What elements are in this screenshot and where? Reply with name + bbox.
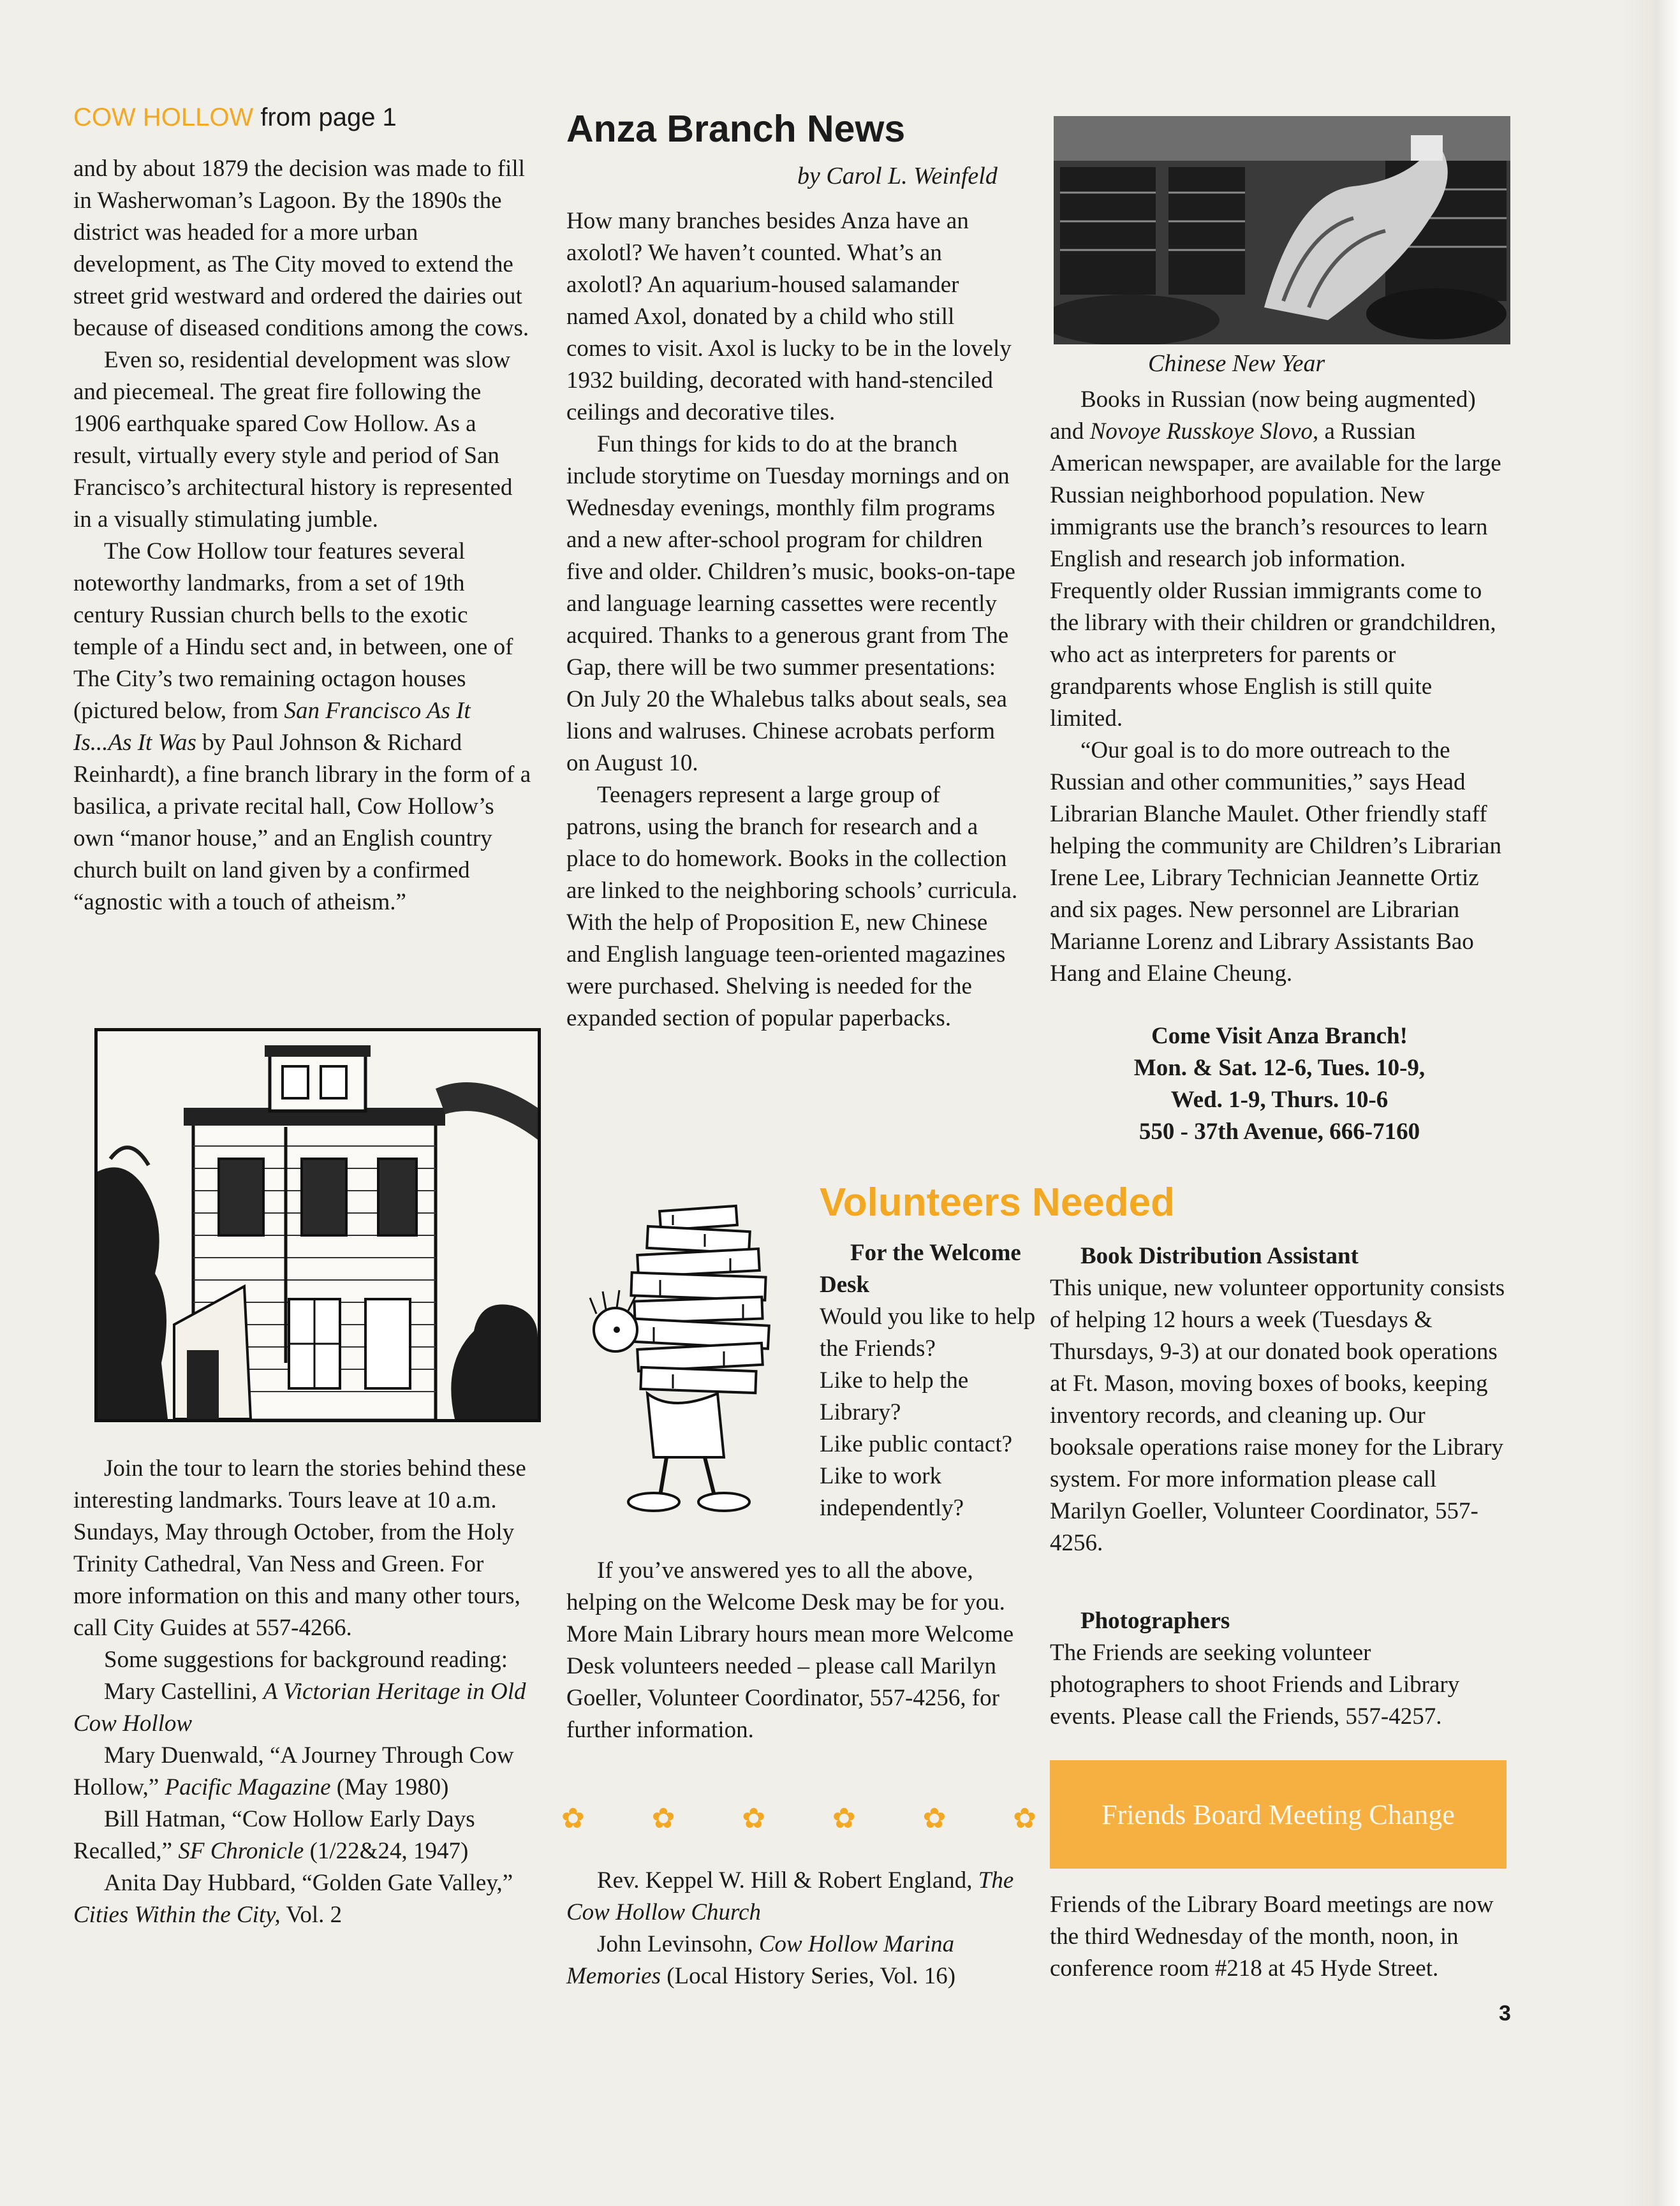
board-meeting-banner bbox=[1050, 1760, 1507, 1869]
reading-ref-4 bbox=[73, 1867, 533, 1931]
welcome-line-3: Like public contact? bbox=[820, 1431, 1013, 1457]
ref-6-title: Cow Hollow Marina Memories bbox=[566, 1931, 955, 1989]
visit-heading: Come Visit Anza Branch! bbox=[1151, 1023, 1408, 1049]
anza-para-2: Fun things for kids to do at the branch include storytime on Tuesday mornings and on Wednesday evenings, monthly film programs and a new after-school program for children five and older. Children’s music, books-on-tape and language learning cassettes were recently acquired. Thanks to a generous grant from The Gap, there will be two summer presentations: On July 20 the Whalebus talks about seals, sea lions and walruses. Chinese acrobats perform on August 10. bbox=[566, 431, 1015, 776]
cow-tour-para: Join the tour to learn the stories behind these interesting landmarks. Tours leave at 10 a.m. Sundays, May through October, from the Holy Trinity Cathedral, Van Ness and Green. For more information on this and many other tours, call City Guides at 557-4266. bbox=[73, 1455, 526, 1641]
reading-ref-6 bbox=[566, 1929, 1019, 1992]
cow-para-1: and by about 1879 the decision was made to fill in Washerwoman’s Lagoon. By the 1890s the district was headed for a more urban development, as The City moved to extend the street grid westward and ordered the dairies out because of diseased conditions among the cows. bbox=[73, 156, 529, 341]
board-banner-label: Friends Board Meeting Change bbox=[1102, 1798, 1455, 1830]
anza-column bbox=[566, 205, 1019, 1034]
ref-4-title: Cities Within the City, bbox=[73, 1902, 281, 1928]
cow-references-continued bbox=[566, 1865, 1019, 1992]
book-distribution-heading: Book Distribution Assistant bbox=[1080, 1243, 1359, 1269]
russian-para-1-b: a Russian American newspaper, are available for the large Russian neighborhood population. New immigrants use the branch’s resources to learn English and research job information. Frequently older Russian immigrants come to the library with their children or grandchildren, who act as interpreters for parents or grandparents whose English is still quite limited. bbox=[1050, 418, 1501, 732]
flower-icon: ✿ bbox=[922, 1802, 947, 1835]
anza-para-1: How many branches besides Anza have an axolotl? We haven’t counted. What’s an axolotl? An aquarium-housed salamander named Axol, donated by a child who still comes to visit. Axol is lucky to be in the lovely 1932 building, decorated with hand-stenciled ceilings and decorative tiles. bbox=[566, 208, 1012, 425]
russian-para-1 bbox=[1050, 384, 1509, 735]
welcome-desk-body bbox=[566, 1555, 1019, 1746]
page-edge-shadow bbox=[1623, 0, 1680, 2206]
page-number: 3 bbox=[1499, 2001, 1511, 2026]
welcome-body-para: If you’ve answered yes to all the above, helping on the Welcome Desk may be for you. More Main Library hours mean more Welcome Desk volunteers needed – please call Marilyn Goeller, Volunteer Coordinator, 557-4256, for further information. bbox=[566, 1557, 1014, 1743]
flower-icon: ✿ bbox=[651, 1802, 675, 1835]
russian-newspaper-title: Novoye Russkoye Slovo, bbox=[1089, 418, 1319, 445]
anza-para-3: Teenagers represent a large group of patrons, using the branch for research and a place to do homework. Books in the collection are linked to the neighboring schools’ curricula. With the help of Proposition E, new Chinese and English language teen-oriented magazines were purchased. Shelving is needed for the expanded section of popular paperbacks. bbox=[566, 782, 1018, 1031]
welcome-line-2: Like to help the Library? bbox=[820, 1367, 969, 1425]
reading-ref-1 bbox=[73, 1676, 533, 1740]
visit-hours-2: Wed. 1-9, Thurs. 10-6 bbox=[1170, 1087, 1389, 1113]
reading-ref-2 bbox=[73, 1740, 533, 1804]
octagon-house-drawing bbox=[98, 1031, 538, 1419]
ref-3-author: Bill Hatman, “Cow Hollow Early Days Recalled,” bbox=[73, 1806, 475, 1864]
cow-source-title: San Francisco As It Is...As It Was bbox=[73, 698, 471, 756]
ref-3-rest: (1/22&24, 1947) bbox=[304, 1838, 469, 1864]
ref-4-author: Anita Day Hubbard, “Golden Gate Valley,” bbox=[104, 1870, 513, 1896]
book-stack-cartoon bbox=[577, 1202, 813, 1521]
ref-2-rest: (May 1980) bbox=[330, 1774, 449, 1800]
reading-ref-3 bbox=[73, 1804, 533, 1867]
flower-divider bbox=[561, 1802, 1036, 1835]
book-distribution-block bbox=[1050, 1240, 1509, 1559]
volunteers-title: Volunteers Needed bbox=[820, 1180, 1175, 1224]
cow-para-2: Even so, residential development was slow and piecemeal. The great fire following the 1906 earthquake spared Cow Hollow. As a result, virtually every style and period of San Francisco’s architectural history is represented in a visually stimulating jumble. bbox=[73, 347, 513, 533]
welcome-line-4: Like to work independently? bbox=[820, 1463, 964, 1521]
welcome-line-1: Would you like to help the Friends? bbox=[820, 1304, 1036, 1362]
ref-3-title: SF Chronicle bbox=[178, 1838, 304, 1864]
continuation-topic: COW HOLLOW bbox=[73, 103, 254, 131]
visit-address: 550 - 37th Avenue, 666-7160 bbox=[1138, 1119, 1420, 1145]
flower-icon: ✿ bbox=[561, 1802, 585, 1835]
library-lion-dance-photo bbox=[1054, 116, 1510, 344]
continuation-from: from page 1 bbox=[253, 103, 397, 131]
cow-reading-intro: Some suggestions for background reading: bbox=[104, 1647, 508, 1673]
continuation-heading bbox=[73, 103, 397, 132]
ref-6-rest: (Local History Series, Vol. 16) bbox=[660, 1963, 956, 1989]
ref-6-author: John Levinsohn, bbox=[597, 1931, 759, 1957]
photo-caption: Chinese New Year bbox=[1148, 350, 1325, 377]
cow-para-3-a: The Cow Hollow tour features several noteworthy landmarks, from a set of 19th century Russian church bells to the exotic temple of a Hindu sect and, in between, one of The City’s two remaining octagon houses (pictured below, from bbox=[73, 538, 513, 724]
ref-1-title: A Victorian Heritage in Old Cow Hollow bbox=[73, 1679, 526, 1737]
photographers-body: The Friends are seeking volunteer photographers to shoot Friends and Library events. Please call the Friends, 557-4257. bbox=[1050, 1640, 1460, 1730]
board-meeting-notice bbox=[1050, 1889, 1509, 1985]
russian-para-1-a: Books in Russian (now being augmented) and bbox=[1050, 386, 1476, 445]
visit-hours-1: Mon. & Sat. 12-6, Tues. 10-9, bbox=[1133, 1055, 1426, 1081]
flower-icon: ✿ bbox=[1013, 1802, 1036, 1835]
russian-para-2: “Our goal is to do more outreach to the Russian and other communities,” says Head Librarian Blanche Maulet. Other friendly staff helping the community are Children’s Librarian Irene Lee, Library Technician Jeannette Ortiz and six pages. New personnel are Librarian Marianne Lorenz and Library Assistants Bao Hang and Elaine Cheung. bbox=[1050, 737, 1501, 987]
ref-5-title: The Cow Hollow Church bbox=[566, 1867, 1014, 1925]
book-carrier-icon bbox=[577, 1202, 813, 1521]
anza-russian-column bbox=[1050, 384, 1509, 990]
reading-ref-5 bbox=[566, 1865, 1019, 1929]
photographers-block bbox=[1050, 1605, 1509, 1733]
ref-5-author: Rev. Keppel W. Hill & Robert England, bbox=[597, 1867, 978, 1893]
ref-4-rest: Vol. 2 bbox=[280, 1902, 343, 1928]
cow-hollow-column-top bbox=[73, 153, 533, 918]
chinese-new-year-photo bbox=[1054, 116, 1510, 344]
ref-2-title: Pacific Magazine bbox=[165, 1774, 331, 1800]
cow-para-3-b: by Paul Johnson & Richard Reinhardt), a fine branch library in the form of a basilica, a private recital hall, Cow Hollow’s own “manor house,” and an English country church built on land given by a confirmed “agnostic with a touch of atheism.” bbox=[73, 730, 531, 915]
anza-byline: by Carol L. Weinfeld bbox=[797, 163, 998, 189]
flower-icon: ✿ bbox=[742, 1802, 766, 1835]
board-meeting-body: Friends of the Library Board meetings are now the third Wednesday of the month, noon, in conference room #218 at 45 Hyde Street. bbox=[1050, 1892, 1494, 1982]
anza-title: Anza Branch News bbox=[566, 108, 906, 150]
photographers-heading: Photographers bbox=[1080, 1608, 1230, 1634]
anza-visit-info bbox=[1050, 1020, 1509, 1148]
ref-1-author: Mary Castellini, bbox=[104, 1679, 263, 1705]
cow-hollow-column-bottom bbox=[73, 1453, 533, 1931]
welcome-desk-heading: For the Welcome Desk bbox=[820, 1240, 1021, 1298]
cow-para-3 bbox=[73, 536, 533, 918]
welcome-desk-block bbox=[820, 1237, 1036, 1524]
octagon-house-illustration bbox=[94, 1028, 541, 1422]
flower-icon: ✿ bbox=[832, 1802, 856, 1835]
book-distribution-body: This unique, new volunteer opportunity consists of helping 12 hours a week (Tuesdays & Thursdays, 9-3) at our donated book operations at Ft. Mason, moving boxes of books, keeping inventory records, and cleaning up. Our booksale operations raise money for the Library system. For more information please call Marilyn Goeller, Volunteer Coordinator, 557-4256. bbox=[1050, 1275, 1505, 1556]
ref-2-author: Mary Duenwald, “A Journey Through Cow Hollow,” bbox=[73, 1742, 514, 1800]
